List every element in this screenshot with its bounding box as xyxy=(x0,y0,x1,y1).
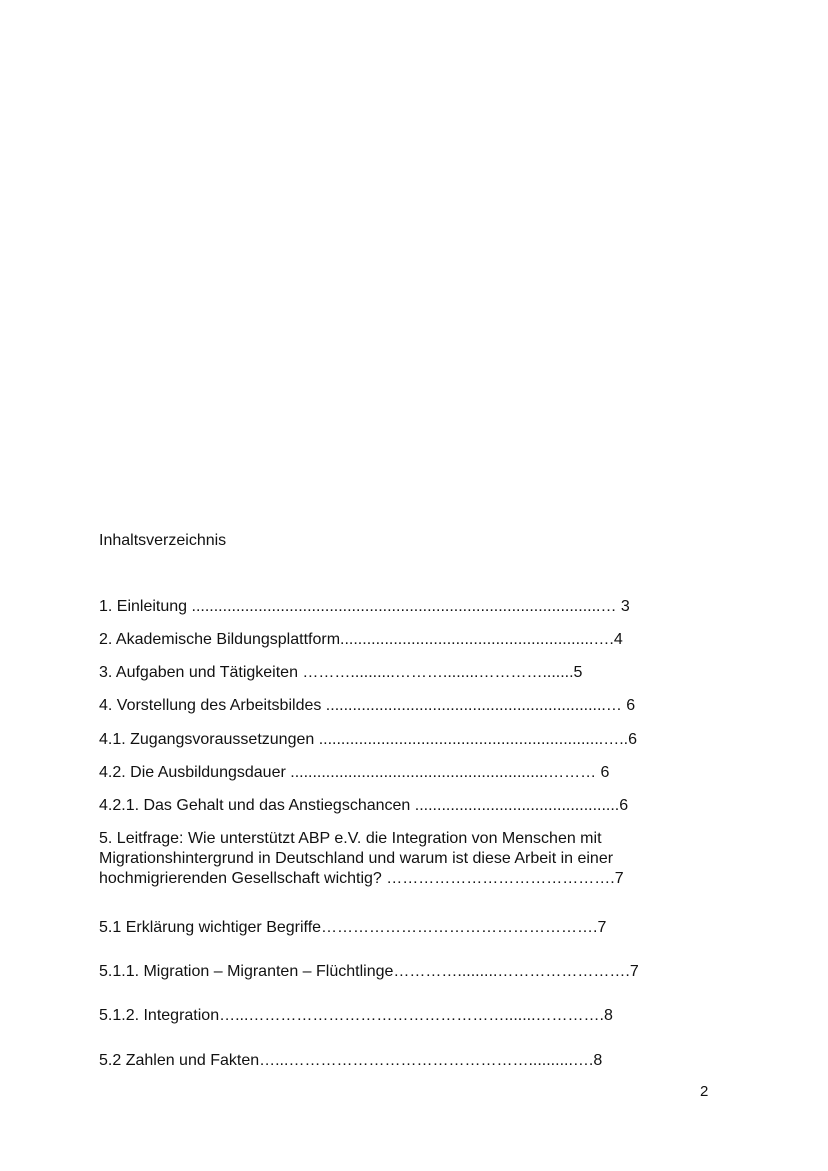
toc-entry-zahlen-fakten: 5.2 Zahlen und Fakten…...………………………………………..........….8 xyxy=(99,1052,603,1069)
toc-entry-ausbildungsdauer: 4.2. Die Ausbildungsdauer ..........................................................……… 6 xyxy=(99,764,610,781)
toc-entry-leitfrage-line-2: Migrationshintergrund in Deutschland und warum ist diese Arbeit in einer xyxy=(99,850,614,867)
toc-entry-integration: 5.1.2. Integration…...………………………………………….......………….8 xyxy=(99,1007,613,1024)
toc-entry-zugangsvoraussetzungen: 4.1. Zugangsvoraussetzungen ................................................................…..6 xyxy=(99,731,637,748)
toc-entry-leitfrage xyxy=(99,829,679,889)
toc-entry-begriffe: 5.1 Erklärung wichtiger Begriffe…………………………………………….7 xyxy=(99,919,607,936)
page-number: 2 xyxy=(700,1083,709,1100)
toc-entry-vorstellung: 4. Vorstellung des Arbeitsbildes ...............................................................… 6 xyxy=(99,697,636,714)
toc-entry-gehalt: 4.2.1. Das Gehalt und das Anstiegschancen ..............................................6 xyxy=(99,797,629,814)
toc-entry-leitfrage-line-3: hochmigrierenden Gesellschaft wichtig? …………………………………….7 xyxy=(99,870,624,887)
toc-heading: Inhaltsverzeichnis xyxy=(99,532,227,549)
toc-entry-leitfrage-line-1: 5. Leitfrage: Wie unterstützt ABP e.V. die Integration von Menschen mit xyxy=(99,830,602,847)
toc-entry-aufgaben: 3. Aufgaben und Tätigkeiten ………..........………........………….......5 xyxy=(99,664,583,681)
toc-entry-einleitung: 1. Einleitung ............................................................................................… 3 xyxy=(99,598,630,615)
toc-entry-migration: 5.1.1. Migration – Migranten – Flüchtlinge………….........…………………….7 xyxy=(99,963,639,980)
toc-entry-akademische-bildungsplattform: 2. Akademische Bildungsplattform.........................................................….4 xyxy=(99,631,623,648)
